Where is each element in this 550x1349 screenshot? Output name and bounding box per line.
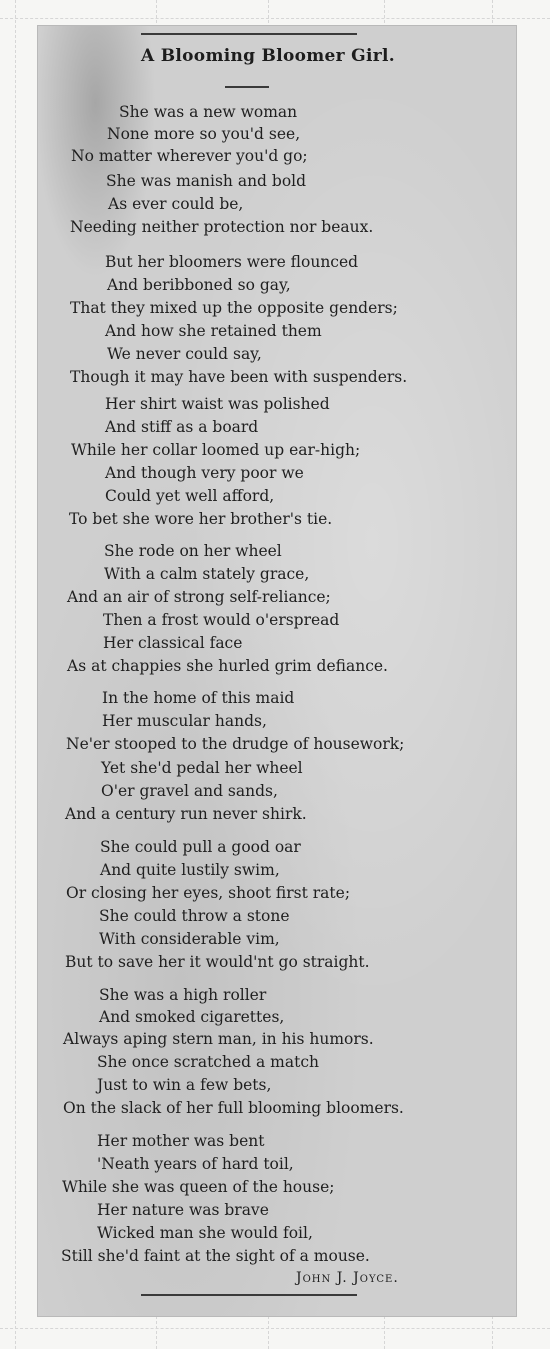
poem-line: Just to win a few bets, bbox=[97, 1076, 272, 1094]
poem-line: Ne'er stooped to the drudge of housework; bbox=[66, 735, 405, 753]
poem-line: Her nature was brave bbox=[97, 1201, 269, 1219]
poem-line: No matter wherever you'd go; bbox=[71, 147, 308, 165]
poem-line: As at chappies she hurled grim defiance. bbox=[67, 657, 388, 675]
title-rule bbox=[225, 86, 269, 88]
poem-line: With considerable vim, bbox=[99, 930, 280, 948]
poem-line: As ever could be, bbox=[108, 195, 244, 213]
poem-line: She rode on her wheel bbox=[104, 542, 282, 560]
poem-line: And an air of strong self-reliance; bbox=[67, 588, 331, 606]
poem-line: None more so you'd see, bbox=[107, 125, 301, 143]
poem-line: And beribboned so gay, bbox=[107, 276, 291, 294]
poem-line: Wicked man she would foil, bbox=[97, 1224, 313, 1242]
poem-line: In the home of this maid bbox=[102, 689, 295, 707]
poem-line: Or closing her eyes, shoot first rate; bbox=[66, 884, 351, 902]
poem-line: Her shirt waist was polished bbox=[105, 395, 330, 413]
poem-line: She was manish and bold bbox=[106, 172, 307, 190]
poem-line: Her mother was bent bbox=[97, 1132, 265, 1150]
poem-line: But to save her it would'nt go straight. bbox=[65, 953, 370, 971]
poem-line: Her muscular hands, bbox=[102, 712, 267, 730]
poem-line: Always aping stern man, in his humors. bbox=[63, 1030, 374, 1048]
poem-title: A Blooming Bloomer Girl. bbox=[141, 46, 395, 66]
author-signature: John J. Joyce. bbox=[296, 1270, 399, 1286]
poem-line: And how she retained them bbox=[105, 322, 322, 340]
poem-line: She was a high roller bbox=[99, 986, 267, 1004]
poem-line: While her collar loomed up ear-high; bbox=[71, 441, 361, 459]
poem-line: Could yet well afford, bbox=[105, 487, 275, 505]
poem-line: O'er gravel and sands, bbox=[101, 782, 278, 800]
poem-line: And stiff as a board bbox=[105, 418, 259, 436]
poem-line: She was a new woman bbox=[119, 103, 298, 121]
bottom-rule bbox=[141, 1294, 357, 1296]
poem-line: She could throw a stone bbox=[99, 907, 290, 925]
poem-line: Needing neither protection nor beaux. bbox=[70, 218, 374, 236]
poem-line: On the slack of her full blooming bloomers. bbox=[63, 1099, 404, 1117]
poem-line: While she was queen of the house; bbox=[62, 1178, 335, 1196]
grid-line bbox=[0, 18, 550, 20]
poem-line: And a century run never shirk. bbox=[65, 805, 307, 823]
poem-line: And smoked cigarettes, bbox=[99, 1008, 285, 1026]
poem-line: 'Neath years of hard toil, bbox=[97, 1155, 294, 1173]
poem-line: We never could say, bbox=[107, 345, 262, 363]
newspaper-clipping bbox=[38, 26, 516, 1316]
poem-line: With a calm stately grace, bbox=[104, 565, 310, 583]
grid-line bbox=[15, 0, 17, 1349]
grid-line bbox=[0, 1328, 550, 1330]
poem-line: Her classical face bbox=[103, 634, 243, 652]
top-rule bbox=[141, 33, 357, 35]
poem-line: Yet she'd pedal her wheel bbox=[101, 759, 303, 777]
poem-line: And quite lustily swim, bbox=[100, 861, 280, 879]
poem-line: Still she'd faint at the sight of a mouse. bbox=[61, 1247, 370, 1265]
poem-line: That they mixed up the opposite genders; bbox=[70, 299, 398, 317]
poem-line: She could pull a good oar bbox=[100, 838, 301, 856]
poem-line: But her bloomers were flounced bbox=[105, 253, 359, 271]
poem-line: Then a frost would o'erspread bbox=[103, 611, 340, 629]
poem-line: She once scratched a match bbox=[97, 1053, 319, 1071]
poem-line: Though it may have been with suspenders. bbox=[70, 368, 408, 386]
poem-line: To bet she wore her brother's tie. bbox=[69, 510, 333, 528]
poem-line: And though very poor we bbox=[105, 464, 304, 482]
